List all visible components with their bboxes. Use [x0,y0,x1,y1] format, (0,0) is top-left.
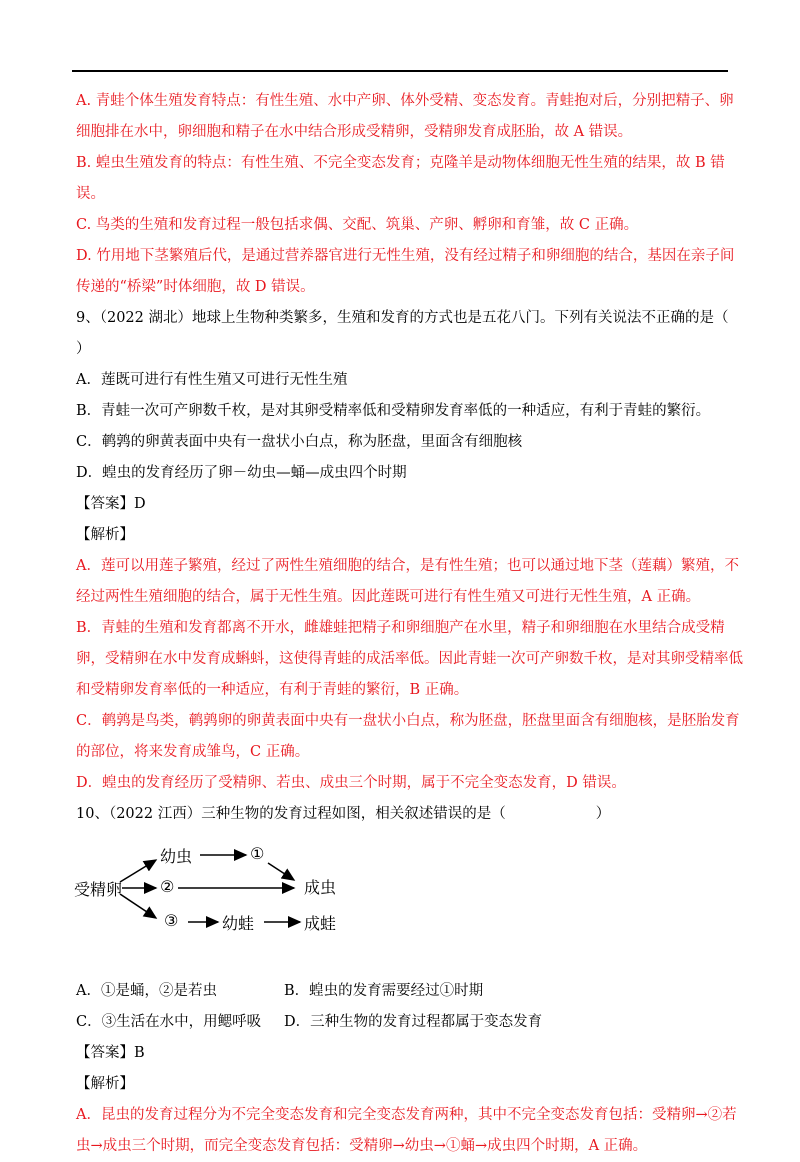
q10-analysis-line: 虫→成虫三个时期，而完全变态发育包括：受精卵→幼虫→①蛹→成虫四个时期，A 正确。 [76,1138,648,1154]
q10-stem: 10、（2022 江西）三种生物的发育过程如图，相关叙述错误的是（ [76,806,506,822]
q8-analysis-line: 传递的“桥梁”时体细胞，故 D 错误。 [76,279,315,295]
q9-analysis-line: B．青蛙的生殖和发育都离不开水，雌雄蛙把精子和卵细胞产在水里，精子和卵细胞在水里结合成受精 [76,620,725,636]
label-node3: ③ [164,911,179,930]
q10-stem-line [76,799,728,830]
q9-stem: 9、（2022 湖北）地球上生物种类繁多，生殖和发育的方式也是五花八门。下列有关说法不正确的是（ [76,310,729,326]
q9-analysis-line: A．莲可以用莲子繁殖，经过了两性生殖细胞的结合，是有性生殖；也可以通过地下茎（莲藕）繁殖，不 [76,558,739,574]
q9-analysis-line: 和受精卵发育率低的一种适应，有利于青蛙的繁衍，B 正确。 [76,682,469,698]
q9-analysis-line: C．鹌鹑是鸟类，鹌鹑卵的卵黄表面中央有一盘状小白点，称为胚盘，胚盘里面含有细胞核，是胚胎发育 [76,713,740,729]
q8-analysis-line: 误。 [76,186,105,202]
development-diagram [72,830,728,976]
question-10 [74,799,737,1162]
question-9 [76,303,743,799]
arrow-egg-to-larva [120,860,156,882]
q10-option-c: C．③生活在水中，用鳃呼吸 [76,1014,262,1030]
q9-stem-end: ） [76,341,91,357]
q10-analysis-line: A．昆虫的发育过程分为不完全变态发育和完全变态发育两种，其中不完全变态发育包括：受精卵→②若 [76,1107,737,1123]
q9-analysis-line: D．蝗虫的发育经历了受精卵、若虫、成虫三个时期，属于不完全变态发育，D 错误。 [76,775,626,791]
q9-option-c: C．鹌鹑的卵黄表面中央有一盘状小白点，称为胚盘，里面含有细胞核 [76,434,523,450]
q9-analysis-title: 【解析】 [76,527,134,543]
q10-analysis-title: 【解析】 [76,1076,134,1092]
label-tadpole: 幼蛙 [222,914,255,933]
q9-analysis-line: 经过两性生殖细胞的结合，属于无性生殖。因此莲既可进行有性生殖又可进行无性生殖，A 正确。 [76,589,701,605]
q9-analysis-line: 的部位，将来发育成雏鸟，C 正确。 [76,744,310,760]
q8-analysis-line: A. 青蛙个体生殖发育特点：有性生殖、水中产卵、体外受精、变态发育。青蛙抱对后，分别把精子、卵 [76,93,734,109]
q10-options-row-2 [76,1007,728,1038]
q8-analysis-line: D. 竹用地下茎繁殖后代，是通过营养器官进行无性生殖，没有经过精子和卵细胞的结合，基因在亲子间 [76,248,735,264]
label-adult-insect: 成虫 [304,878,337,897]
label-larva: 幼虫 [160,847,193,866]
q9-analysis-line: 卵，受精卵在水中发育成蝌蚪，这使得青蛙的成活率低。因此青蛙一次可产卵数千枚，是对其卵受精率低 [76,651,743,667]
q8-analysis [76,86,735,303]
q8-analysis-line: 细胞排在水中，卵细胞和精子在水中结合形成受精卵，受精卵发育成胚胎，故 A 错误。 [76,124,633,140]
q10-option-b: B．蝗虫的发育需要经过①时期 [284,983,484,999]
label-fertilized-egg: 受精卵 [74,880,123,899]
q10-options-row-1 [76,976,728,1007]
q9-option-a: A．莲既可进行有性生殖又可进行无性生殖 [76,372,348,388]
q9-option-b: B．青蛙一次可产卵数千枚，是对其卵受精率低和受精卵发育率低的一种适应，有利于青蛙的繁衍。 [76,403,711,419]
q9-answer: 【答案】D [76,496,146,512]
arrow-node1-to-adult [268,863,294,880]
q10-stem-end: ） [595,806,611,822]
label-node1: ① [250,844,265,863]
q9-option-d: D．蝗虫的发育经历了卵－幼虫—蛹—成虫四个时期 [76,465,407,481]
q8-analysis-line: C. 鸟类的生殖和发育过程一般包括求偶、交配、筑巢、产卵、孵卵和育雏，故 C 正确。 [76,217,639,233]
header-rule [72,70,728,72]
arrow-egg-to-node3 [120,894,156,918]
q8-analysis-line: B. 蝗虫生殖发育的特点：有性生殖、不完全变态发育；克隆羊是动物体细胞无性生殖的结果，故 B 错 [76,155,725,171]
label-node2: ② [160,877,175,896]
q10-option-d: D．三种生物的发育过程都属于变态发育 [284,1014,543,1030]
q10-answer: 【答案】B [76,1045,145,1061]
diagram-arrows [72,830,492,976]
page-content [74,86,743,1162]
q10-option-a: A．①是蛹，②是若虫 [76,983,217,999]
label-adult-frog: 成蛙 [304,914,337,933]
